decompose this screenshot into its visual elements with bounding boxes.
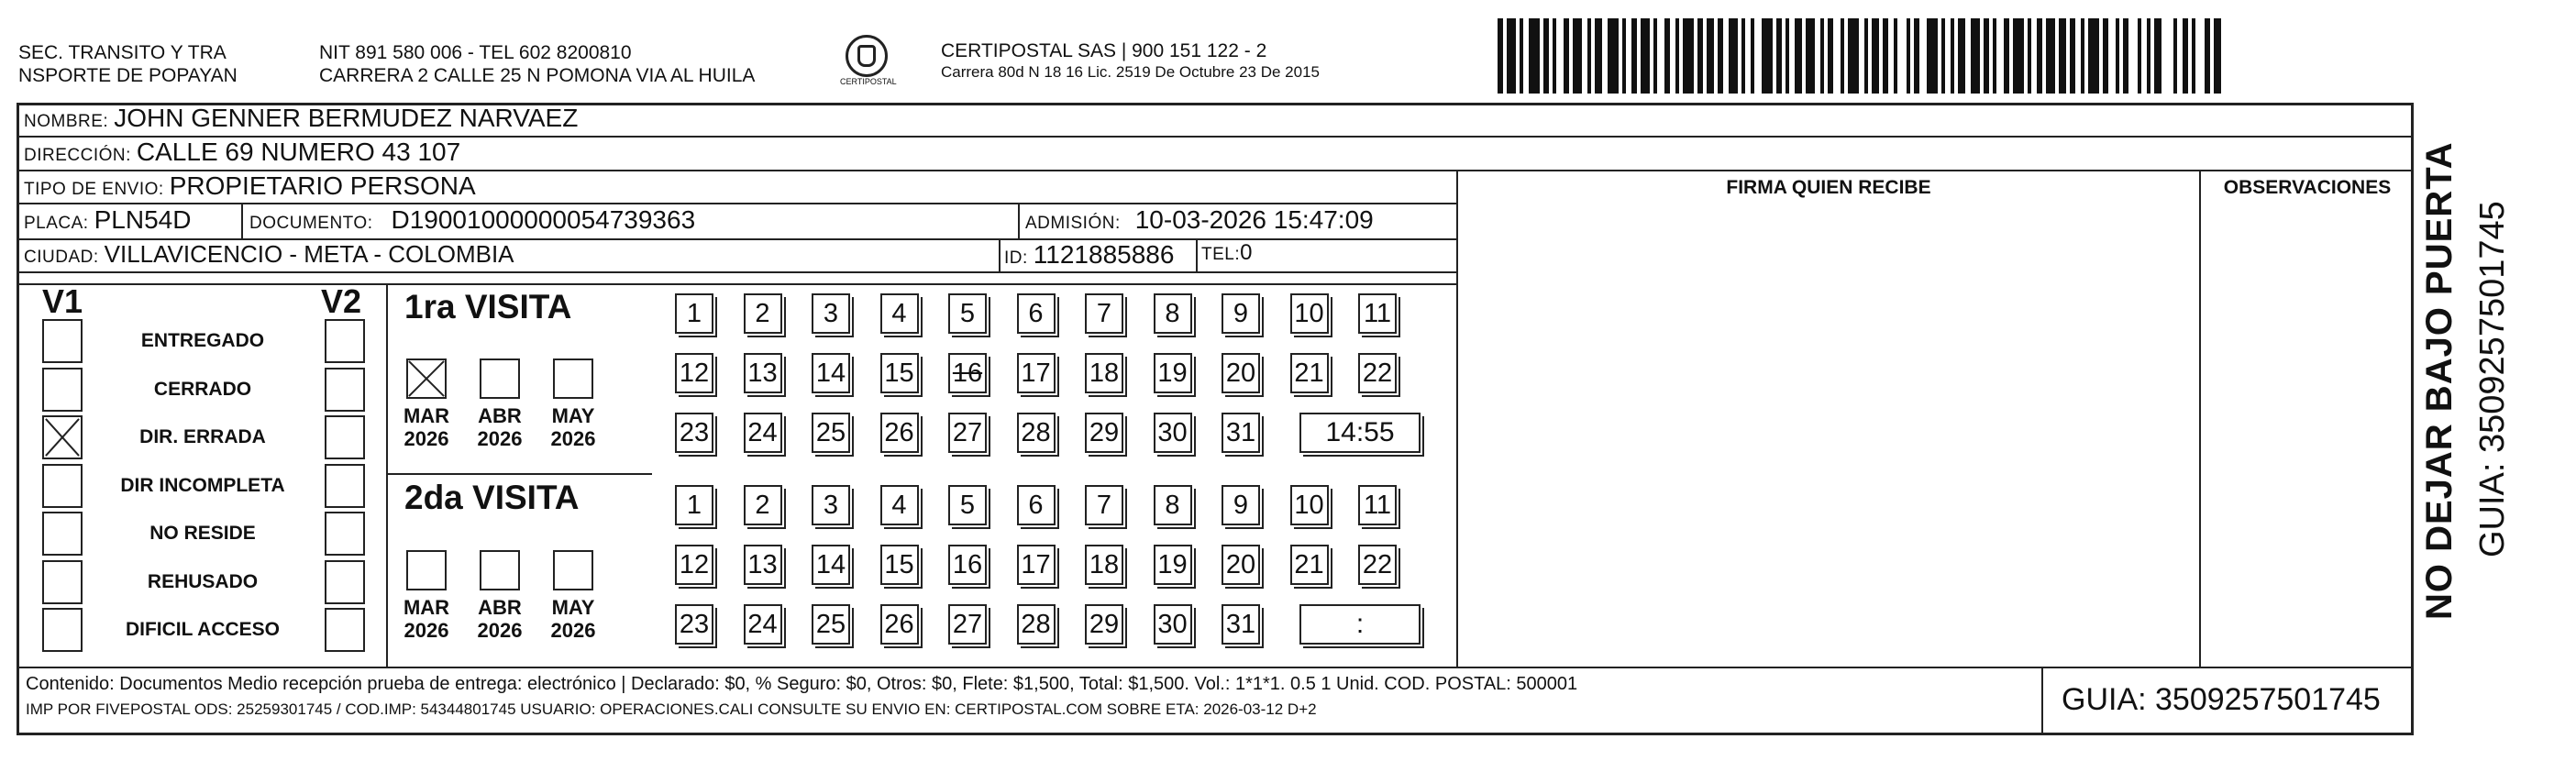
- day-box[interactable]: 12: [675, 545, 713, 585]
- day-box[interactable]: 3: [812, 485, 850, 525]
- barcode-bar: [1971, 18, 1980, 94]
- sender-contact: NIT 891 580 006 - TEL 602 8200810 CARRERA 2 CALLE 25 N POMONA VIA AL HUILA: [319, 42, 756, 86]
- barcode-bar: [1806, 18, 1815, 94]
- day-box[interactable]: 27: [948, 604, 987, 645]
- barcode-bar: [2013, 18, 2024, 94]
- barcode-bar: [2214, 18, 2221, 94]
- year-label: 2026: [550, 619, 596, 642]
- observations-area[interactable]: [2203, 204, 2412, 665]
- recipient-name-row: NOMBRE: JOHN GENNER BERMUDEZ NARVAEZ: [24, 104, 579, 132]
- month-checkbox[interactable]: [480, 550, 520, 590]
- barcode-bar: [1927, 18, 1938, 94]
- day-box[interactable]: 20: [1222, 545, 1260, 585]
- status-label: NO RESIDE: [149, 523, 256, 544]
- day-box[interactable]: 28: [1017, 604, 1056, 645]
- barcode-bar: [2221, 18, 2225, 94]
- v1-checkbox[interactable]: [42, 319, 83, 363]
- guide-number-footer: GUIA: 3509257501745: [2062, 682, 2381, 717]
- v2-checkbox[interactable]: [325, 319, 365, 363]
- day-box[interactable]: 3: [812, 293, 850, 334]
- status-label: DIR. ERRADA: [139, 426, 266, 447]
- v2-checkbox[interactable]: [325, 512, 365, 556]
- barcode-bar: [1707, 18, 1714, 94]
- day-box[interactable]: 15: [880, 353, 919, 393]
- day-box[interactable]: 19: [1154, 545, 1192, 585]
- print-info: IMP POR FIVEPOSTAL ODS: 25259301745 / COD.IMP: 54344801745 USUARIO: OPERACIONES.CALI CONSULTE SU ENVIO EN: CERTIPOSTAL.COM SOBRE ETA: 2026-03-12 D+2: [26, 700, 1317, 718]
- day-box[interactable]: 27: [948, 413, 987, 453]
- day-box[interactable]: 6: [1017, 293, 1056, 334]
- barcode-bar: [1507, 18, 1516, 94]
- day-box[interactable]: 12: [675, 353, 713, 393]
- barcode-bar: [2128, 18, 2138, 94]
- barcode-bar: [1958, 18, 1965, 94]
- day-box[interactable]: 13: [744, 545, 782, 585]
- admission-value: 10-03-2026 15:47:09: [1134, 205, 1374, 234]
- day-box[interactable]: 14: [812, 545, 850, 585]
- day-box[interactable]: 10: [1290, 293, 1329, 334]
- guide-number-vertical: GUIA: 3509257501745: [2473, 201, 2512, 557]
- sender-name: SEC. TRANSITO Y TRA NSPORTE DE POPAYAN: [18, 42, 238, 86]
- barcode-bar: [1754, 18, 1762, 94]
- day-box[interactable]: 26: [880, 413, 919, 453]
- month-checkbox[interactable]: [553, 550, 593, 590]
- day-box[interactable]: 8: [1154, 293, 1192, 334]
- day-box[interactable]: 5: [948, 485, 987, 525]
- plate-value: PLN54D: [94, 205, 192, 234]
- day-box[interactable]: 6: [1017, 485, 1056, 525]
- day-box[interactable]: 11: [1358, 293, 1397, 334]
- barcode-bar: [2161, 18, 2172, 94]
- day-box[interactable]: 29: [1085, 413, 1123, 453]
- address-row: DIRECCIÓN: CALLE 69 NUMERO 43 107: [24, 138, 461, 166]
- barcode-bar: [1996, 18, 2004, 94]
- barcode-bar: [1683, 18, 1694, 94]
- status-label: REHUSADO: [147, 570, 259, 592]
- v2-checkbox[interactable]: [325, 368, 365, 412]
- month-label: MAY: [551, 596, 595, 619]
- status-row: [42, 415, 372, 459]
- month-checkbox[interactable]: [480, 358, 520, 399]
- barcode-bar: [2059, 18, 2066, 94]
- content-summary: Contenido: Documentos Medio recepción prueba de entrega: electrónico | Declarado: $0, % Seguro: $0, Otros: $0, Flete: $1,500, Total: $1,500. Vol.: 1*1*1. 0.5 1 Unid. COD. POSTAL: 500001: [26, 674, 1578, 694]
- barcode-bar: [1762, 18, 1773, 94]
- v2-checkbox[interactable]: [325, 464, 365, 508]
- year-label: 2026: [550, 427, 596, 450]
- day-box[interactable]: 29: [1085, 604, 1123, 645]
- day-box[interactable]: 9: [1222, 293, 1260, 334]
- v2-checkbox[interactable]: [325, 560, 365, 604]
- day-box[interactable]: 16: [948, 545, 987, 585]
- v1-checkbox[interactable]: [42, 415, 83, 459]
- plate-field: PLACA: PLN54D: [24, 205, 192, 234]
- barcode-bar: [1595, 18, 1602, 94]
- barcode-bar: [1872, 18, 1879, 94]
- year-label: 2026: [477, 619, 523, 642]
- barcode-bar: [1573, 18, 1582, 94]
- day-box[interactable]: 25: [812, 413, 850, 453]
- status-label: DIFICIL ACCESO: [125, 619, 280, 640]
- day-box[interactable]: 16: [948, 353, 987, 393]
- year-label: 2026: [404, 619, 449, 642]
- day-box[interactable]: 8: [1154, 485, 1192, 525]
- day-box[interactable]: 5: [948, 293, 987, 334]
- barcode-bar: [1641, 18, 1650, 94]
- barcode-bar: [2195, 18, 2205, 94]
- v1-checkbox[interactable]: [42, 560, 83, 604]
- day-box[interactable]: 2: [744, 485, 782, 525]
- v1-header: V1: [42, 282, 83, 320]
- day-box[interactable]: 31: [1222, 413, 1260, 453]
- month-checkbox[interactable]: [406, 550, 447, 590]
- month-checkbox[interactable]: [406, 358, 447, 399]
- day-box[interactable]: 11: [1358, 485, 1397, 525]
- month-label: ABR: [478, 404, 522, 427]
- admission-field: ADMISIÓN: 10-03-2026 15:47:09: [1025, 205, 1374, 234]
- visit-time-box[interactable]: 14:55: [1299, 413, 1421, 453]
- barcode-bar: [1897, 18, 1907, 94]
- recipient-address: CALLE 69 NUMERO 43 107: [136, 138, 461, 166]
- day-box[interactable]: 30: [1154, 604, 1192, 645]
- day-box[interactable]: 19: [1154, 353, 1192, 393]
- barcode-bar: [2154, 18, 2161, 94]
- status-label: CERRADO: [153, 378, 252, 400]
- day-box[interactable]: 9: [1222, 485, 1260, 525]
- day-box[interactable]: 31: [1222, 604, 1260, 645]
- document-value: D19001000000054739363: [391, 205, 696, 234]
- day-box[interactable]: 25: [812, 604, 850, 645]
- recipient-name: JOHN GENNER BERMUDEZ NARVAEZ: [114, 104, 579, 132]
- barcode-bar: [2108, 18, 2116, 94]
- day-box[interactable]: 14: [812, 353, 850, 393]
- day-box[interactable]: 2: [744, 293, 782, 334]
- document-field: DOCUMENTO: D19001000000054739363: [249, 205, 696, 234]
- signature-column-header: FIRMA QUIEN RECIBE: [1726, 177, 1931, 198]
- status-label: ENTREGADO: [140, 330, 265, 351]
- shipment-type-row: TIPO DE ENVIO: PROPIETARIO PERSONA: [24, 171, 476, 200]
- city-field: CIUDAD: VILLAVICENCIO - META - COLOMBIA: [24, 240, 514, 268]
- month-label: MAR: [403, 596, 450, 619]
- certipostal-logo: CERTIPOSTAL: [840, 35, 893, 86]
- barcode-bar: [1729, 18, 1738, 94]
- id-field: ID: 1121885886: [1004, 240, 1175, 269]
- day-box[interactable]: 13: [744, 353, 782, 393]
- status-label: DIR INCOMPLETA: [120, 474, 285, 496]
- day-box[interactable]: 28: [1017, 413, 1056, 453]
- tel-field: TEL: 0: [1201, 240, 1253, 265]
- city-value: VILLAVICENCIO - META - COLOMBIA: [104, 240, 514, 268]
- day-box[interactable]: 23: [675, 413, 713, 453]
- day-box[interactable]: 18: [1085, 353, 1123, 393]
- v2-checkbox[interactable]: [325, 608, 365, 652]
- day-box[interactable]: 22: [1358, 353, 1397, 393]
- tel-value: 0: [1240, 240, 1253, 265]
- status-row: [42, 319, 372, 363]
- day-box[interactable]: 22: [1358, 545, 1397, 585]
- day-box[interactable]: 17: [1017, 545, 1056, 585]
- month-label: ABR: [478, 596, 522, 619]
- postal-logo-icon: [846, 35, 888, 77]
- status-row: [42, 464, 372, 508]
- day-box[interactable]: 18: [1085, 545, 1123, 585]
- barcode-bar: [1608, 18, 1619, 94]
- v2-checkbox[interactable]: [325, 415, 365, 459]
- year-label: 2026: [404, 427, 449, 450]
- barcode-bar: [1919, 18, 1927, 94]
- day-box[interactable]: 1: [675, 293, 713, 334]
- do-not-leave-notice: NO DEJAR BAJO PUERTA: [2419, 141, 2460, 620]
- v1-checkbox[interactable]: [42, 368, 83, 412]
- day-box[interactable]: 7: [1085, 293, 1123, 334]
- visit-title: 2da VISITA: [404, 479, 580, 516]
- v1-checkbox[interactable]: [42, 464, 83, 508]
- day-box[interactable]: 30: [1154, 413, 1192, 453]
- v1-checkbox[interactable]: [42, 608, 83, 652]
- barcode-bar: [1833, 18, 1841, 94]
- year-label: 2026: [477, 427, 523, 450]
- barcode-bar: [2088, 18, 2099, 94]
- barcode-bar: [2046, 18, 2055, 94]
- barcode-bar: [1795, 18, 1802, 94]
- day-box[interactable]: 4: [880, 293, 919, 334]
- day-box[interactable]: 24: [744, 413, 782, 453]
- visit-title: 1ra VISITA: [404, 288, 572, 325]
- day-box[interactable]: 23: [675, 604, 713, 645]
- month-label: MAY: [551, 404, 595, 427]
- v2-header: V2: [321, 282, 362, 320]
- v1-checkbox[interactable]: [42, 512, 83, 556]
- barcode-bar: [1529, 18, 1540, 94]
- month-checkbox[interactable]: [553, 358, 593, 399]
- day-box[interactable]: 21: [1290, 545, 1329, 585]
- shipment-type: PROPIETARIO PERSONA: [169, 171, 476, 200]
- day-box[interactable]: 21: [1290, 353, 1329, 393]
- status-row: [42, 512, 372, 556]
- day-box[interactable]: 26: [880, 604, 919, 645]
- day-box[interactable]: 15: [880, 545, 919, 585]
- day-box[interactable]: 17: [1017, 353, 1056, 393]
- status-row: [42, 560, 372, 604]
- observations-column-header: OBSERVACIONES: [2223, 177, 2392, 198]
- barcode-bar: [1848, 18, 1859, 94]
- day-box[interactable]: 20: [1222, 353, 1260, 393]
- signature-area[interactable]: [1460, 204, 2197, 665]
- visit-time-box[interactable]: :: [1299, 604, 1421, 645]
- courier-info: CERTIPOSTAL SAS | 900 151 122 - 2 Carrera 80d N 18 16 Lic. 2519 De Octubre 23 De 2015: [941, 40, 1320, 81]
- day-box[interactable]: 7: [1085, 485, 1123, 525]
- status-row: [42, 368, 372, 412]
- status-row: [42, 608, 372, 652]
- barcode-bar: [1556, 18, 1564, 94]
- barcode-bar: [1657, 18, 1664, 94]
- day-box[interactable]: 10: [1290, 485, 1329, 525]
- id-value: 1121885886: [1033, 240, 1175, 269]
- day-box[interactable]: 1: [675, 485, 713, 525]
- barcode: [1498, 18, 2226, 94]
- day-box[interactable]: 4: [880, 485, 919, 525]
- day-box[interactable]: 24: [744, 604, 782, 645]
- month-label: MAR: [403, 404, 450, 427]
